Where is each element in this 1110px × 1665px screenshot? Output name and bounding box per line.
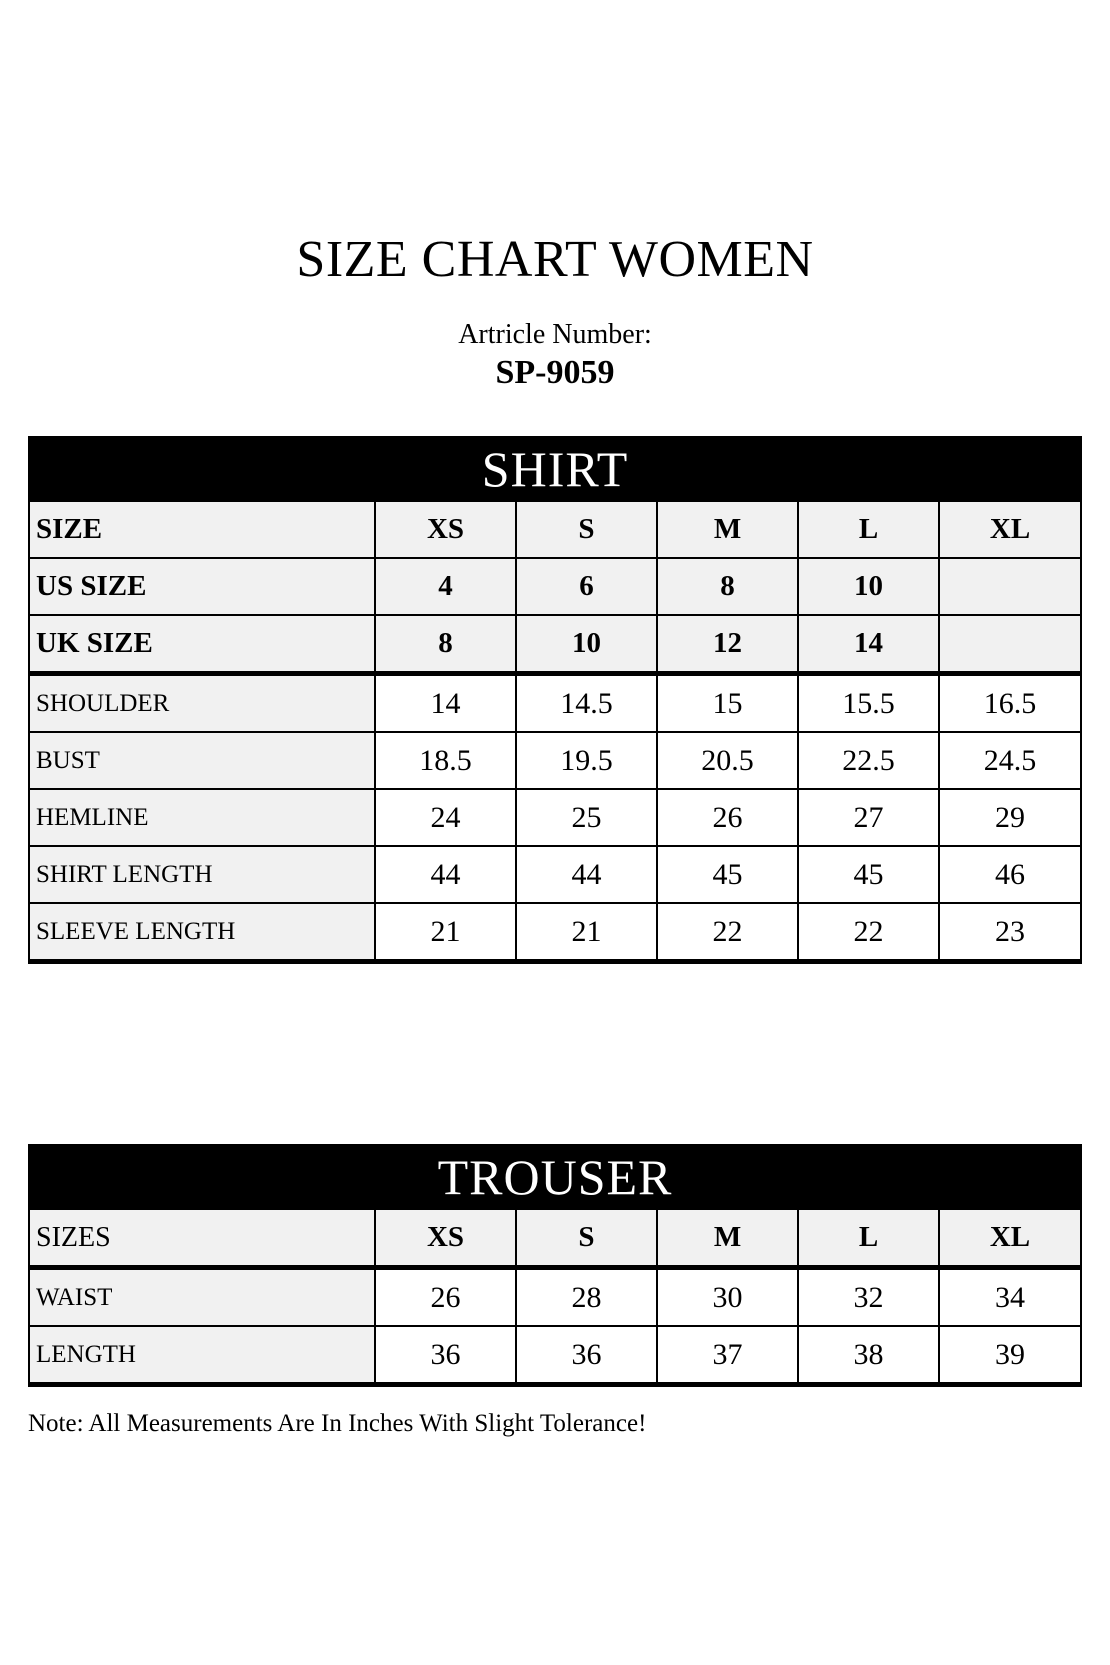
cell: 14: [375, 674, 516, 733]
table-row: [29, 674, 1081, 733]
table-row: [29, 1326, 1081, 1385]
shirt-table-title-row: [29, 437, 1081, 501]
page-title: SIZE CHART WOMEN: [296, 231, 814, 288]
cell: L: [798, 501, 939, 558]
cell: 30: [657, 1268, 798, 1327]
cell: 36: [375, 1326, 516, 1385]
cell: 20.5: [657, 732, 798, 789]
trouser-table-title: TROUSER: [29, 1145, 1081, 1209]
row-label: WAIST: [29, 1268, 375, 1327]
cell: 22: [657, 903, 798, 962]
cell: XS: [375, 1209, 516, 1268]
cell: M: [657, 501, 798, 558]
article-number-value: SP-9059: [495, 354, 615, 392]
cell: 10: [798, 558, 939, 615]
cell: 15.5: [798, 674, 939, 733]
table-row: [29, 846, 1081, 903]
shirt-table-title: SHIRT: [29, 437, 1081, 501]
cell: 24.5: [939, 732, 1081, 789]
table-row: [29, 1268, 1081, 1327]
trouser-size-table: [28, 1144, 1082, 1387]
cell: 21: [375, 903, 516, 962]
table-row: [29, 789, 1081, 846]
cell: 4: [375, 558, 516, 615]
cell: 34: [939, 1268, 1081, 1327]
cell: 24: [375, 789, 516, 846]
cell: 45: [657, 846, 798, 903]
cell: XS: [375, 501, 516, 558]
table-row: [29, 615, 1081, 674]
cell: 29: [939, 789, 1081, 846]
cell: 44: [375, 846, 516, 903]
document-header: [0, 0, 1110, 394]
cell: M: [657, 1209, 798, 1268]
cell: 39: [939, 1326, 1081, 1385]
row-label: BUST: [29, 732, 375, 789]
cell: 25: [516, 789, 657, 846]
cell: 38: [798, 1326, 939, 1385]
row-label: HEMLINE: [29, 789, 375, 846]
row-label: SLEEVE LENGTH: [29, 903, 375, 962]
cell: S: [516, 501, 657, 558]
cell: 14: [798, 615, 939, 674]
shirt-size-table: [28, 436, 1082, 964]
cell: [939, 615, 1081, 674]
trouser-table-title-row: [29, 1145, 1081, 1209]
table-row: [29, 1209, 1081, 1268]
cell: 12: [657, 615, 798, 674]
cell: 26: [375, 1268, 516, 1327]
cell: 6: [516, 558, 657, 615]
cell: 22: [798, 903, 939, 962]
row-label: LENGTH: [29, 1326, 375, 1385]
table-row: [29, 501, 1081, 558]
cell: 14.5: [516, 674, 657, 733]
row-label: US SIZE: [29, 558, 375, 615]
cell: L: [798, 1209, 939, 1268]
cell: 23: [939, 903, 1081, 962]
cell: [939, 558, 1081, 615]
article-number-label: Artricle Number:: [458, 318, 652, 350]
table-row: [29, 558, 1081, 615]
cell: 22.5: [798, 732, 939, 789]
cell: XL: [939, 501, 1081, 558]
table-row: [29, 903, 1081, 962]
row-label: SIZES: [29, 1209, 375, 1268]
cell: 26: [657, 789, 798, 846]
cell: XL: [939, 1209, 1081, 1268]
cell: 8: [657, 558, 798, 615]
cell: 18.5: [375, 732, 516, 789]
cell: 15: [657, 674, 798, 733]
cell: 28: [516, 1268, 657, 1327]
table-row: [29, 732, 1081, 789]
cell: 44: [516, 846, 657, 903]
cell: 10: [516, 615, 657, 674]
cell: 32: [798, 1268, 939, 1327]
cell: 21: [516, 903, 657, 962]
row-label: UK SIZE: [29, 615, 375, 674]
cell: 19.5: [516, 732, 657, 789]
cell: 37: [657, 1326, 798, 1385]
cell: 45: [798, 846, 939, 903]
cell: S: [516, 1209, 657, 1268]
cell: 46: [939, 846, 1081, 903]
row-label: SIZE: [29, 501, 375, 558]
cell: 27: [798, 789, 939, 846]
cell: 8: [375, 615, 516, 674]
row-label: SHIRT LENGTH: [29, 846, 375, 903]
cell: 16.5: [939, 674, 1081, 733]
note-text: Note: All Measurements Are In Inches With Slight Tolerance!: [28, 1410, 647, 1438]
cell: 36: [516, 1326, 657, 1385]
row-label: SHOULDER: [29, 674, 375, 733]
